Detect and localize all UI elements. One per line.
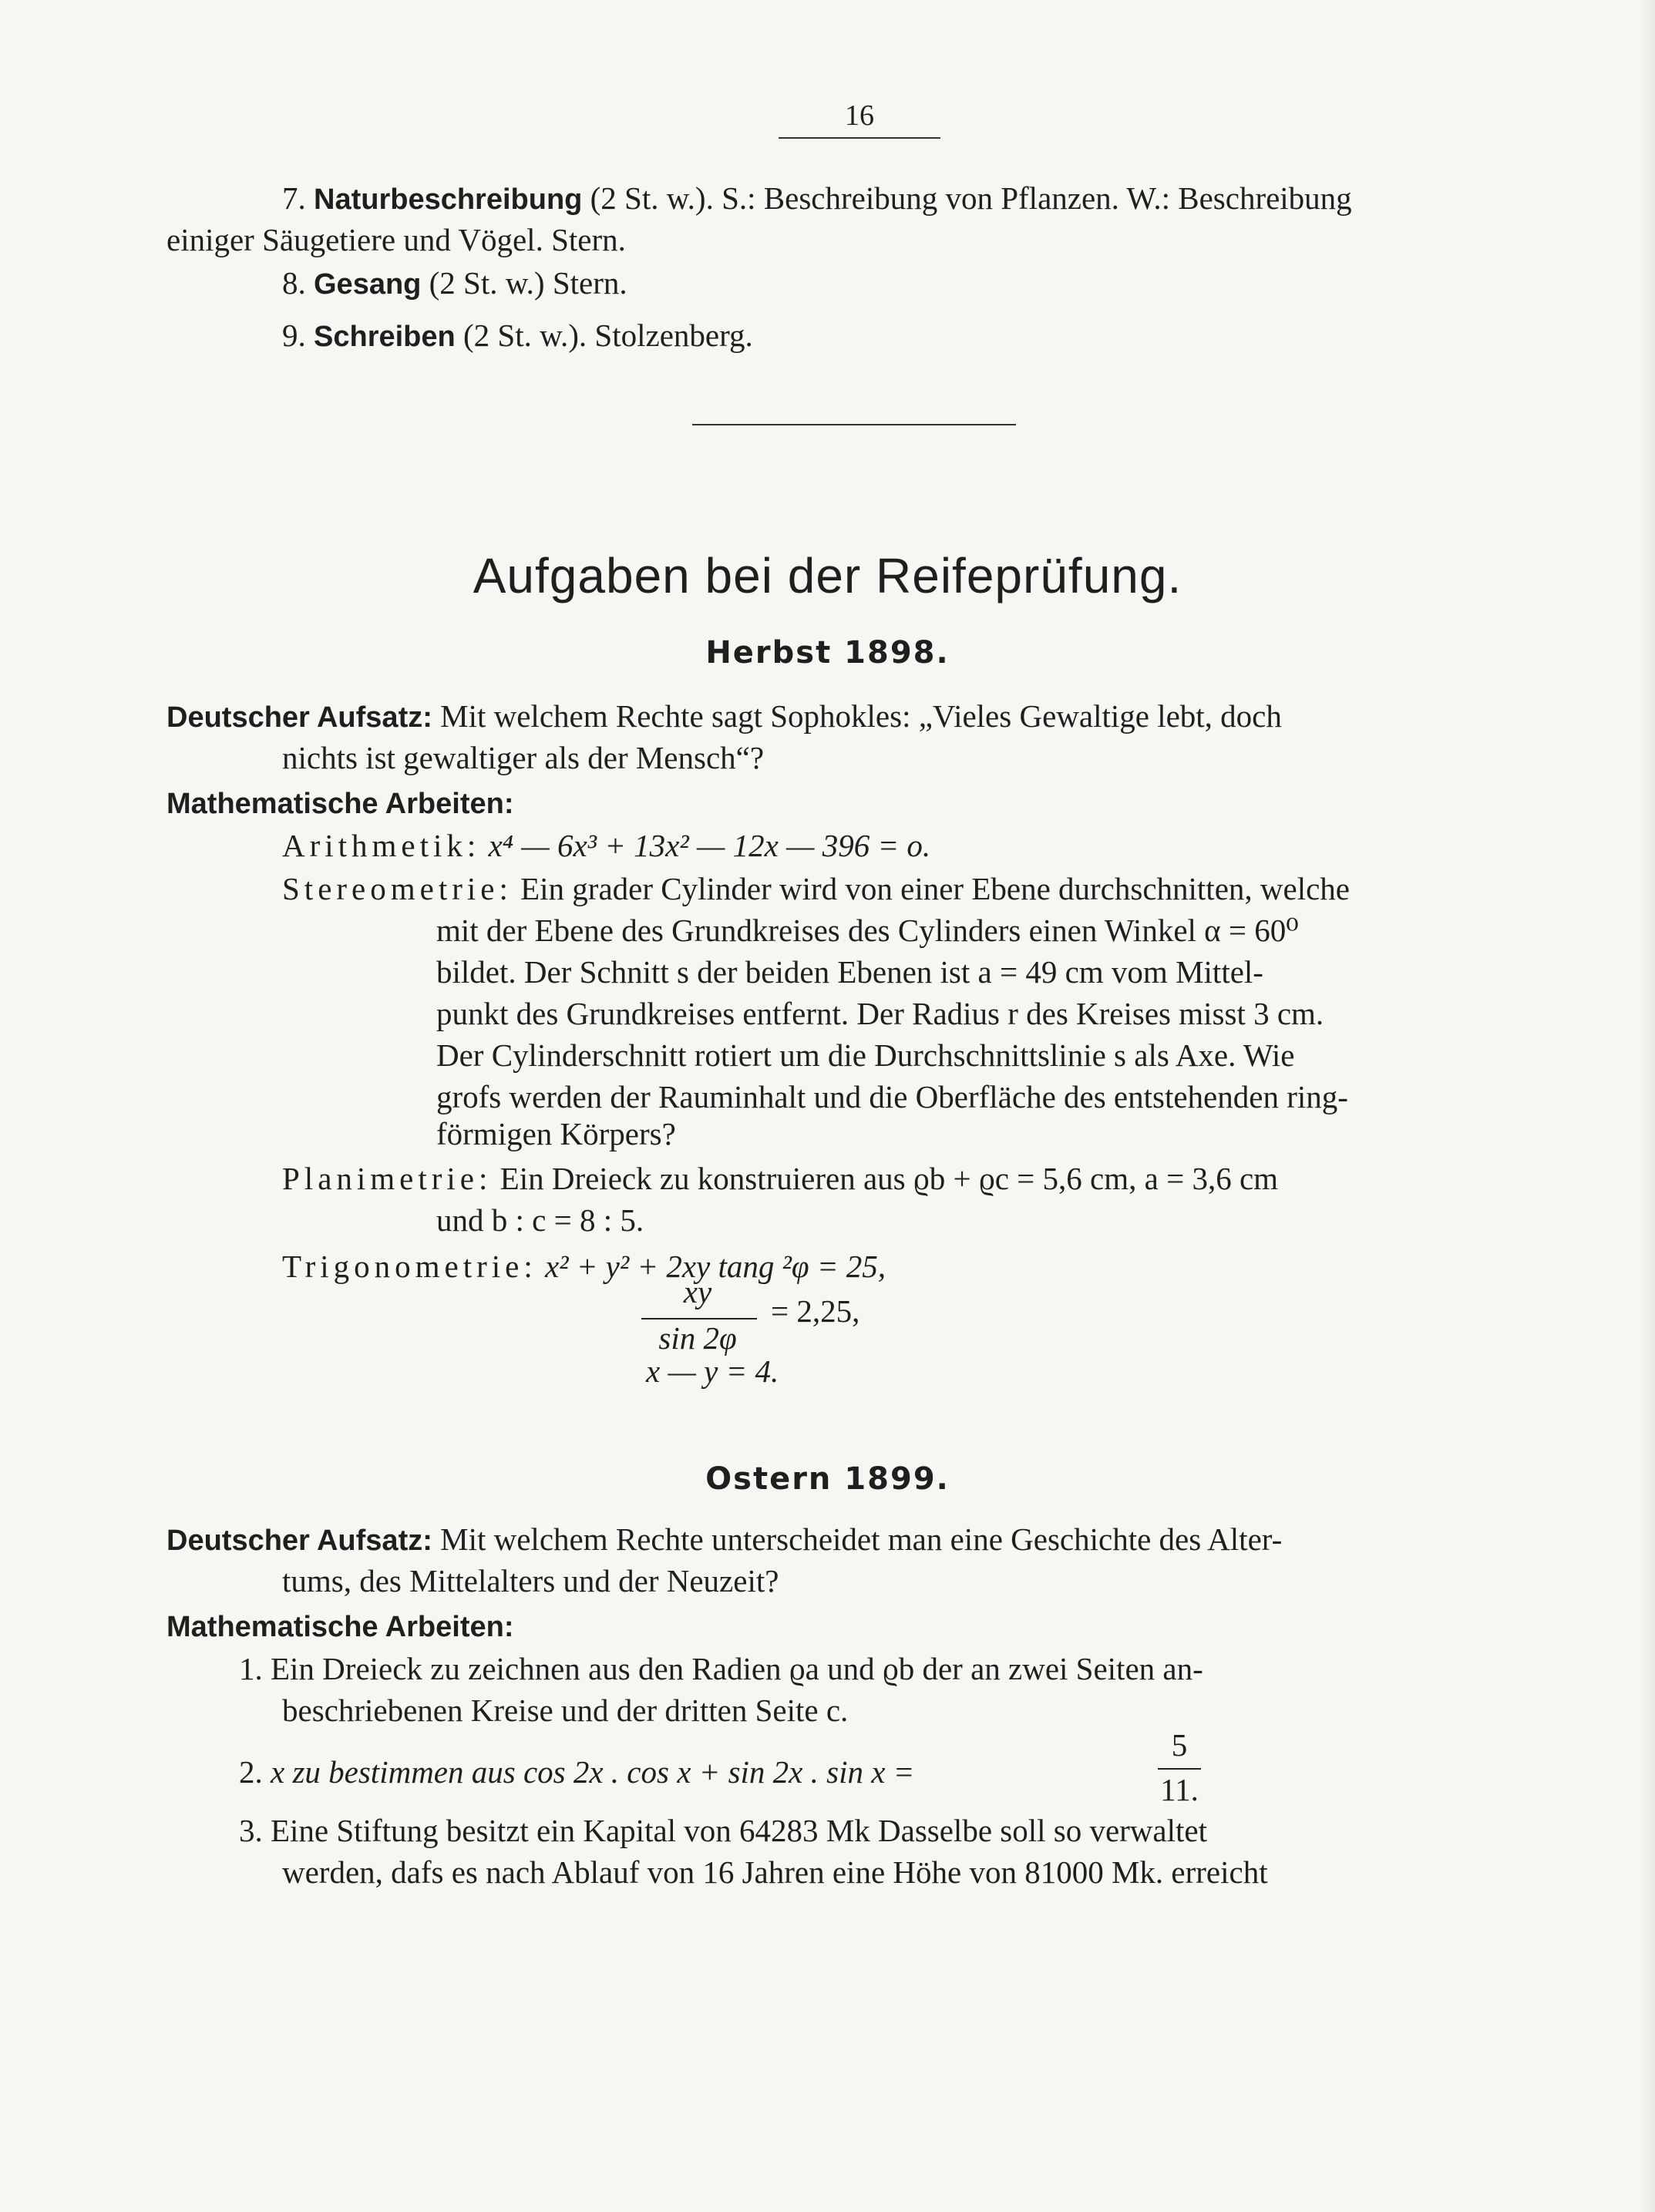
ostern-frac-denominator: 11. [1160,1772,1199,1807]
stereometrie-line-2: mit der Ebene des Grundkreises des Cylinders einen Winkel α = 60⁰ [436,913,1299,948]
list-item-7 [282,177,1352,220]
trigonometrie-label: Trigonometrie: [282,1249,537,1284]
trigo-frac-denominator: sin 2φ [658,1320,737,1356]
arithmetik-formula: x⁴ — 6x³ + 13x² — 12x — 396 = o. [488,828,931,863]
list-text-9: (2 St. w.). Stolzenberg. [455,318,753,353]
section-divider [692,424,1016,425]
list-num-9: 9. [282,318,306,353]
stereometrie-line-7: förmigen Körpers? [436,1116,676,1151]
ostern-frac-bar [1158,1768,1201,1770]
herbst-trigonometrie [282,1246,886,1287]
ostern-item-1 [239,1648,1203,1689]
herbst-planimetrie [282,1158,1278,1199]
ostern-aufsatz [167,1518,1282,1562]
stereometrie-line-6: grofs werden der Rauminhalt und die Oberfläche des entstehenden ring- [436,1079,1348,1114]
ostern-item-3-text: Eine Stiftung besitzt ein Kapital von 64283 Mk Dasselbe soll so verwaltet [271,1813,1207,1848]
list-num-7: 7. [282,180,306,216]
planimetrie-line-2: und b : c = 8 : 5. [436,1202,644,1238]
herbst-aufsatz-text: Mit welchem Rechte sagt Sophokles: „Vieles Gewaltige lebt, doch [440,698,1282,734]
ostern-aufsatz-label: Deutscher Aufsatz: [167,1525,432,1557]
herbst-aufsatz-cont: nichts ist gewaltiger als der Mensch“? [282,740,765,775]
ostern-item-1-num: 1. [239,1651,263,1686]
herbst-stereometrie [282,868,1350,909]
ostern-aufsatz-cont: tums, des Mittelalters und der Neuzeit? [282,1563,779,1598]
page-number: 16 [845,99,874,132]
stereometrie-line-5: Der Cylinderschnitt rotiert um die Durchschnittslinie s als Axe. Wie [436,1037,1295,1073]
page-edge-shadow [1640,0,1655,2212]
trigonometrie-eq-1: x² + y² + 2xy tang ²φ = 25, [545,1249,886,1284]
ostern-aufsatz-text: Mit welchem Rechte unterscheidet man eine Geschichte des Alter- [440,1521,1283,1557]
ostern-frac-numerator: 5 [1171,1727,1188,1763]
ostern-item-3 [239,1810,1207,1851]
ostern-item-2-text: x zu bestimmen aus cos 2x . cos x + sin 2x . sin x = [271,1754,915,1790]
list-item-8 [282,262,627,305]
list-label-8: Gesang [314,268,422,301]
herbst-math-label: Mathematische Arbeiten: [167,788,514,820]
ostern-item-3-num: 3. [239,1813,263,1848]
stereometrie-line-1: Ein grader Cylinder wird von einer Ebene durchschnitten, welche [520,871,1350,906]
ostern-item-3-cont: werden, dafs es nach Ablauf von 16 Jahren eine Höhe von 81000 Mk. erreicht [282,1854,1268,1890]
ostern-item-2-num: 2. [239,1754,263,1790]
trigo-frac-numerator: xy [683,1274,712,1309]
planimetrie-label: Planimetrie: [282,1161,493,1196]
page-number-rule [779,137,940,139]
page-title: Aufgaben bei der Reifeprüfung. [473,548,1182,603]
heading-ostern-1899: Ostern 1899. [705,1461,950,1497]
list-label-9: Schreiben [314,321,456,353]
list-text-7: (2 St. w.). S.: Beschreibung von Pflanzen. W.: Beschreibung [582,180,1352,216]
herbst-aufsatz-label: Deutscher Aufsatz: [167,701,432,734]
list-label-7: Naturbeschreibung [314,183,583,216]
stereometrie-line-3: bildet. Der Schnitt s der beiden Ebenen ist a = 49 cm vom Mittel- [436,954,1263,990]
ostern-item-2 [239,1751,914,1793]
herbst-arithmetik [282,825,930,866]
trigonometrie-eq-2-rhs: = 2,25, [771,1293,860,1329]
stereometrie-line-4: punkt des Grundkreises entfernt. Der Radius r des Kreises misst 3 cm. [436,996,1324,1031]
ostern-math-label: Mathematische Arbeiten: [167,1611,514,1643]
trigonometrie-eq-3: x — y = 4. [646,1353,779,1389]
herbst-aufsatz [167,695,1539,738]
heading-herbst-1898: Herbst 1898. [705,635,950,671]
arithmetik-label: Arithmetik: [282,828,481,863]
planimetrie-line-1: Ein Dreieck zu konstruieren aus ϱb + ϱc = 5,6 cm, a = 3,6 cm [500,1161,1279,1196]
list-item-9 [282,314,753,358]
list-num-8: 8. [282,265,306,301]
ostern-item-1-text: Ein Dreieck zu zeichnen aus den Radien ϱa und ϱb der an zwei Seiten an- [271,1651,1203,1686]
stereometrie-label: Stereometrie: [282,871,513,906]
list-item-7-cont: einiger Säugetiere und Vögel. Stern. [167,222,626,257]
ostern-item-1-cont: beschriebenen Kreise und der dritten Seite c. [282,1693,849,1728]
list-text-8: (2 St. w.) Stern. [421,265,627,301]
